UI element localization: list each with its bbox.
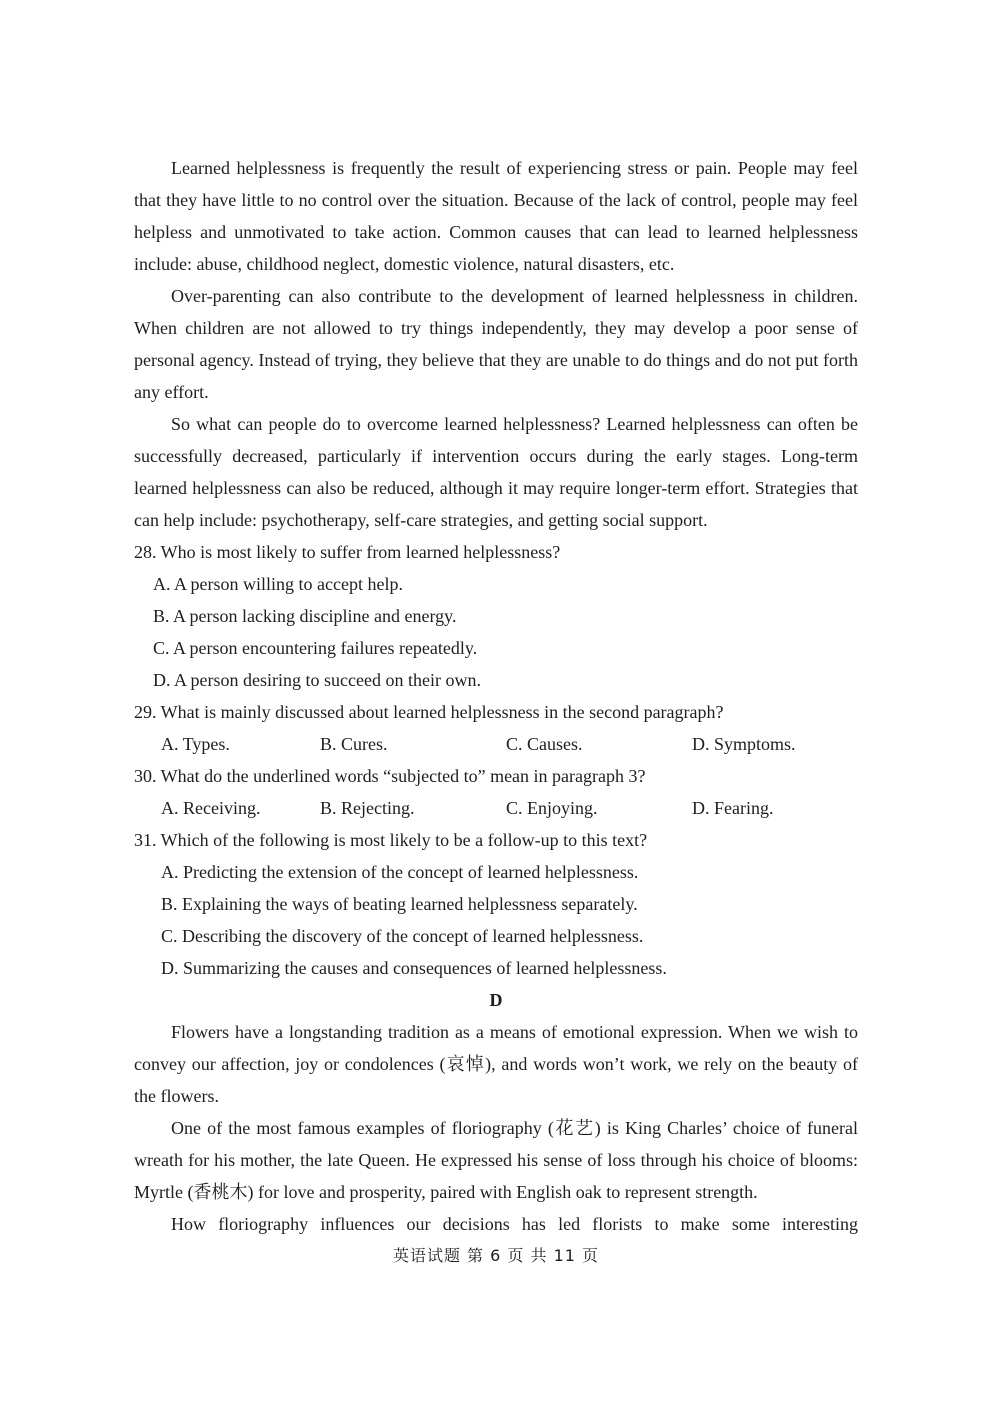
question-28-stem: 28. Who is most likely to suffer from learned helplessness? [134,542,561,562]
question-28-option-b: B. A person lacking discipline and energy. [153,606,457,626]
page-footer: 英语试题 第 6 页 共 11 页 [392,1246,600,1265]
question-30-options [161,792,858,824]
question-31-stem: 31. Which of the following is most likely to be a follow-up to this text? [134,830,648,850]
passage-d-paragraph-3: How floriography influences our decisions has led florists to make some interesting [171,1214,858,1234]
question-29-options [161,728,858,760]
question-31-option-b: B. Explaining the ways of beating learned helplessness separately. [161,894,638,914]
question-30-option-d: D. Fearing. [692,798,774,818]
passage-d-paragraph-2: One of the most famous examples of floriography (花艺) is King Charles’ choice of funeral wreath for his mother, the late Queen. He expressed his sense of loss through his choice of blooms: Myrtle (香桃木) for love and prosperity, paired with English oak to represent strength. [134,1118,858,1202]
question-29-option-a: A. Types. [161,734,230,754]
passage-c-paragraph-2: Over-parenting can also contribute to the development of learned helplessness in children. When children are not allowed to try things independently, they may develop a poor sense of personal agency. Instead of trying, they believe that they are unable to do things and do not put forth any effort. [134,286,858,402]
section-d-heading: D [489,990,503,1010]
passage-c-paragraph-3: So what can people do to overcome learned helplessness? Learned helplessness can often be successfully decreased, particularly if intervention occurs during the early stages. Long-term learned helplessness can also be reduced, although it may require longer-term effort. Strategies that can help include: psychotherapy, self-care strategies, and getting social support. [134,414,858,530]
question-29-stem: 29. What is mainly discussed about learned helplessness in the second paragraph? [134,702,724,722]
passage-d-paragraph-1: Flowers have a longstanding tradition as a means of emotional expression. When we wish to convey our affection, joy or condolences (哀悼), and words won’t work, we rely on the beauty of the flowers. [134,1022,858,1106]
question-28-option-c: C. A person encountering failures repeatedly. [153,638,478,658]
question-28-option-d: D. A person desiring to succeed on their own. [153,670,481,690]
question-29-option-b: B. Cures. [320,734,388,754]
question-29-option-d: D. Symptoms. [692,734,796,754]
question-30-option-b: B. Rejecting. [320,798,415,818]
question-28-option-a: A. A person willing to accept help. [153,574,403,594]
question-30-stem: 30. What do the underlined words “subjected to” mean in paragraph 3? [134,766,646,786]
page-content [134,152,858,1240]
question-31-option-d: D. Summarizing the causes and consequences of learned helplessness. [161,958,667,978]
question-29-option-c: C. Causes. [506,734,583,754]
question-30-option-c: C. Enjoying. [506,798,598,818]
question-30-option-a: A. Receiving. [161,798,261,818]
question-31-option-c: C. Describing the discovery of the concept of learned helplessness. [161,926,644,946]
passage-c-paragraph-1: Learned helplessness is frequently the result of experiencing stress or pain. People may feel that they have little to no control over the situation. Because of the lack of control, people may feel helpless and unmotivated to take action. Common causes that can lead to learned helplessness include: abuse, childhood neglect, domestic violence, natural disasters, etc. [134,158,858,274]
question-31-option-a: A. Predicting the extension of the concept of learned helplessness. [161,862,639,882]
